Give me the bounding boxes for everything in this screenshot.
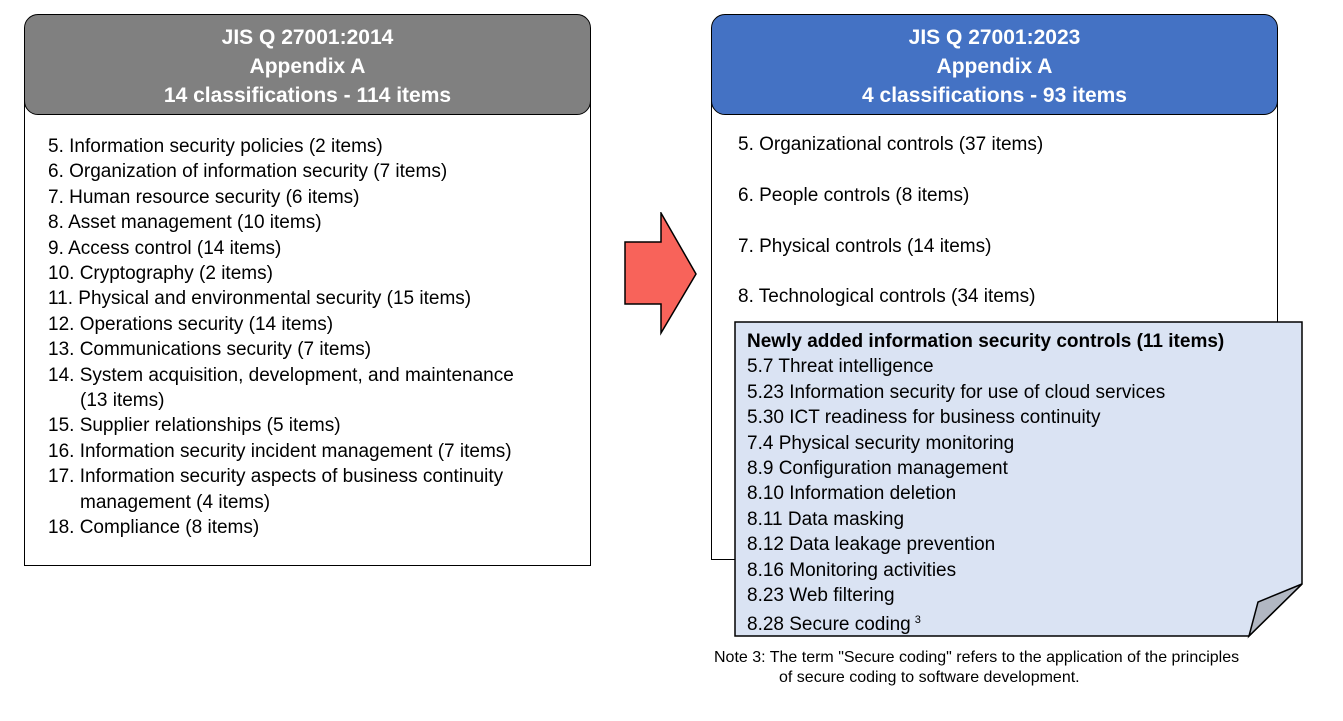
old-list-item: 6. Organization of information security (7 items) [48, 161, 448, 183]
old-appendix-label: Appendix A [249, 55, 366, 78]
footnote-ref: 3 [914, 614, 921, 627]
old-list-item: 16. Information security incident management (7 items) [48, 440, 512, 462]
added-control-item: 7.4 Physical security monitoring [747, 432, 1015, 454]
old-classification-list [48, 134, 514, 541]
added-control-item: 8.11 Data masking [747, 508, 905, 530]
added-control-item: 8.10 Information deletion [747, 483, 957, 505]
old-list-item: 18. Compliance (8 items) [48, 517, 260, 539]
added-control-item: 8.23 Web filtering [747, 585, 895, 607]
new-classification-count: 4 classifications - 93 items [862, 84, 1127, 107]
added-control-item: 5.23 Information security for use of cloud services [747, 381, 1166, 403]
old-list-item: 8. Asset management (10 items) [48, 212, 322, 234]
old-list-item: 9. Access control (14 items) [48, 237, 282, 259]
added-control-item: 5.7 Threat intelligence [747, 356, 934, 378]
old-list-item: 10. Cryptography (2 items) [48, 263, 273, 285]
new-list-item: 6. People controls (8 items) [738, 184, 970, 206]
old-list-item: 7. Human resource security (6 items) [48, 186, 360, 208]
new-standard-title: JIS Q 27001:2023 [908, 26, 1081, 49]
old-list-item: 5. Information security policies (2 items) [48, 136, 383, 157]
old-list-item: 13. Communications security (7 items) [48, 339, 372, 361]
new-list-item: 5. Organizational controls (37 items) [738, 134, 1044, 155]
new-appendix-label: Appendix A [936, 55, 1053, 78]
new-list-item: 8. Technological controls (34 items) [738, 286, 1036, 308]
added-control-item: 8.9 Configuration management [747, 458, 1008, 480]
footnote-line-2: of secure coding to software development. [779, 669, 1080, 686]
old-list-item: 12. Operations security (14 items) [48, 313, 334, 335]
new-appendix-header [711, 14, 1278, 115]
right-arrow-icon [624, 212, 700, 336]
footnote-line-1: Note 3: The term "Secure coding" refers to the application of the principles [714, 649, 1240, 666]
old-standard-title: JIS Q 27001:2014 [221, 26, 394, 49]
old-list-item: 15. Supplier relationships (5 items) [48, 415, 341, 437]
added-control-item: 8.12 Data leakage prevention [747, 534, 996, 556]
new-list-item: 7. Physical controls (14 items) [738, 235, 992, 257]
old-list-item: 17. Information security aspects of business continuity management (4 items) [48, 466, 504, 513]
old-list-item: 11. Physical and environmental security (15 items) [48, 288, 472, 310]
old-classification-count: 14 classifications - 114 items [163, 84, 452, 107]
new-classification-list [738, 132, 1043, 335]
old-list-item: 14. System acquisition, development, and maintenance (13 items) [48, 364, 514, 412]
added-control-item: 8.16 Monitoring activities [747, 559, 957, 581]
old-appendix-header [24, 14, 591, 115]
added-control-item: 8.28 Secure coding $^3$ [747, 614, 921, 636]
added-controls-title: Newly added information security controls (11 items) [747, 331, 1225, 352]
footnote [714, 648, 1239, 688]
added-control-item: 5.30 ICT readiness for business continuity [747, 407, 1101, 429]
added-controls-list [747, 329, 1224, 638]
